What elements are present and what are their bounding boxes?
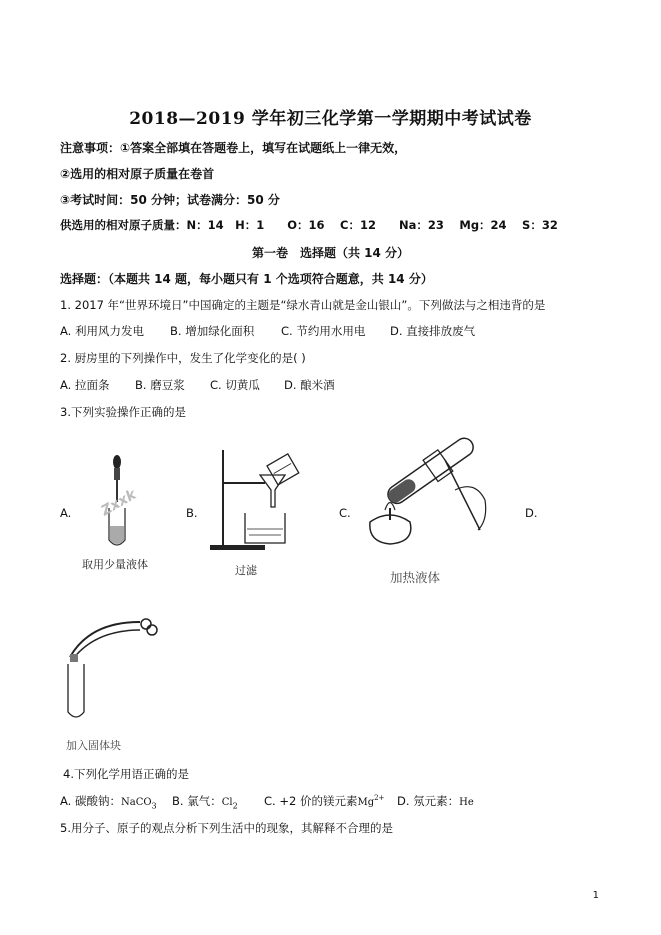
caption-d: 加入固体块 xyxy=(66,739,121,752)
notes-line-1 xyxy=(60,139,406,156)
tongs-tube-figure-icon xyxy=(60,612,170,727)
atomic-masses: 供选用的相对原子质量：N：14 H：1 O：16 C：12 Na：23 Mg：24 S：32 xyxy=(60,218,558,232)
q3-stem: 3.下列实验操作正确的是 xyxy=(60,405,186,419)
q4-c-sup: 2+ xyxy=(374,794,385,803)
q4-b-label: B. 氯气： xyxy=(172,794,222,808)
q4-b-sub: 2 xyxy=(232,801,238,811)
notes-item-3: ③考试时间：50 分钟；试卷满分：50 分 xyxy=(60,193,280,207)
q4-a-sub: 3 xyxy=(151,801,157,811)
caption-c: 加热液体 xyxy=(390,570,441,585)
q3-option-c: C. xyxy=(339,506,351,520)
q3-option-b: B. xyxy=(186,506,198,520)
q1-option-b: B. 增加绿化面积 xyxy=(170,324,255,338)
q4-a-label: A. 碳酸钠： xyxy=(60,794,121,808)
q4-c-formula: Mg xyxy=(357,797,375,808)
q4-b-formula: Cl xyxy=(221,797,233,808)
watermark: Zxxk xyxy=(98,486,140,520)
section-title: 第一卷 选择题（共 14 分） xyxy=(251,246,410,260)
page-title: 2018—2019 学年初三化学第一学期期中考试试卷 xyxy=(129,109,532,129)
notes-item-2: ②选用的相对原子质量在卷首 xyxy=(60,167,215,181)
q4-option-b xyxy=(172,793,238,810)
q2-stem: 2. 厨房里的下列操作中，发生了化学变化的是( ) xyxy=(60,351,306,365)
q4-option-c xyxy=(264,793,384,809)
q3-option-a: A. xyxy=(60,506,72,520)
heating-figure-icon xyxy=(360,430,500,550)
q4-option-d xyxy=(397,793,474,809)
q2-option-c: C. 切黄瓜 xyxy=(210,378,260,392)
q4-d-formula: He xyxy=(459,797,474,808)
q1-option-a: A. 利用风力发电 xyxy=(60,324,144,338)
caption-a: 取用少量液体 xyxy=(82,558,148,571)
section-intro: 选择题：（本题共 14 题，每小题只有 1 个选项符合题意，共 14 分） xyxy=(60,272,433,286)
q1-stem: 1. 2017 年“世界环境日”中国确定的主题是“绿水青山就是金山银山”。下列做法与之相违背的是 xyxy=(60,298,546,312)
q5-stem: 5.用分子、原子的观点分析下列生活中的现象，其解释不合理的是 xyxy=(60,821,393,835)
q4-stem: 4.下列化学用语正确的是 xyxy=(63,767,189,781)
page-number: 1 xyxy=(592,890,599,901)
notes-label: 注意事项： xyxy=(60,141,121,155)
q4-a-formula: NaCO xyxy=(120,797,152,808)
q4-c-label: C. +2 价的镁元素 xyxy=(264,794,358,808)
q2-option-d: D. 酿米酒 xyxy=(284,378,335,392)
q4-option-a xyxy=(60,793,157,810)
q4-d-label: D. 氖元素： xyxy=(397,794,460,808)
notes-item-1: ①答案全部填在答题卷上，填写在试题纸上一律无效， xyxy=(120,141,407,155)
q1-option-d: D. 直接排放废气 xyxy=(390,324,476,338)
q2-option-b: B. 磨豆浆 xyxy=(135,378,185,392)
filtration-figure-icon xyxy=(205,445,310,555)
q3-option-d: D. xyxy=(525,506,538,520)
q1-option-c: C. 节约用水用电 xyxy=(281,324,366,338)
caption-b: 过滤 xyxy=(235,564,257,577)
q2-option-a: A. 拉面条 xyxy=(60,378,110,392)
